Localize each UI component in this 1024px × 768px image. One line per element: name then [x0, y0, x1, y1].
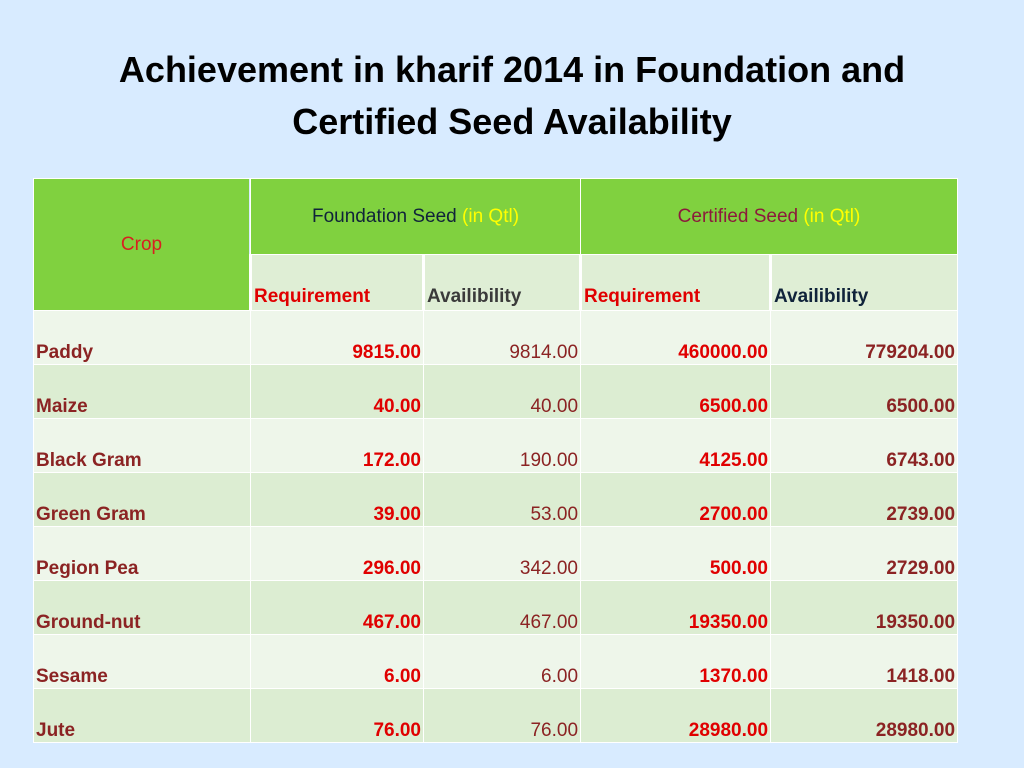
foundation-requirement: 467.00 — [251, 581, 424, 635]
foundation-requirement: 6.00 — [251, 635, 424, 689]
foundation-requirement: 40.00 — [251, 365, 424, 419]
table-row — [34, 527, 958, 581]
certified-requirement: 460000.00 — [581, 311, 771, 365]
foundation-seed-label: Foundation Seed — [312, 205, 457, 227]
table-row — [34, 473, 958, 527]
foundation-availability: 9814.00 — [424, 311, 581, 365]
foundation-requirement: 296.00 — [251, 527, 424, 581]
certified-availability: 1418.00 — [771, 635, 958, 689]
foundation-availability-header: Availibility — [424, 255, 581, 311]
certified-availability: 6743.00 — [771, 419, 958, 473]
title-line-1: Achievement in kharif 2014 in Foundation and — [118, 49, 906, 90]
certified-requirement: 2700.00 — [581, 473, 771, 527]
certified-availability-header: Availibility — [771, 255, 958, 311]
crop-name: Black Gram — [34, 419, 251, 473]
foundation-availability: 190.00 — [424, 419, 581, 473]
table-row — [34, 689, 958, 743]
foundation-availability: 40.00 — [424, 365, 581, 419]
certified-availability: 779204.00 — [771, 311, 958, 365]
foundation-seed-header — [251, 179, 581, 255]
certified-availability: 2729.00 — [771, 527, 958, 581]
table-row — [34, 635, 958, 689]
certified-requirement: 500.00 — [581, 527, 771, 581]
foundation-requirement-header: Requirement — [251, 255, 424, 311]
foundation-requirement: 9815.00 — [251, 311, 424, 365]
certified-availability: 2739.00 — [771, 473, 958, 527]
certified-requirement: 4125.00 — [581, 419, 771, 473]
crop-name: Jute — [34, 689, 251, 743]
table-row — [34, 419, 958, 473]
foundation-availability: 76.00 — [424, 689, 581, 743]
foundation-availability: 342.00 — [424, 527, 581, 581]
foundation-availability: 467.00 — [424, 581, 581, 635]
foundation-availability: 53.00 — [424, 473, 581, 527]
foundation-requirement: 172.00 — [251, 419, 424, 473]
certified-unit-label: (in Qtl) — [803, 205, 861, 227]
table-row — [34, 365, 958, 419]
certified-requirement: 1370.00 — [581, 635, 771, 689]
certified-requirement: 6500.00 — [581, 365, 771, 419]
crop-name: Green Gram — [34, 473, 251, 527]
crop-name: Sesame — [34, 635, 251, 689]
certified-seed-header — [581, 179, 958, 255]
foundation-requirement: 76.00 — [251, 689, 424, 743]
table-row — [34, 581, 958, 635]
foundation-unit-label: (in Qtl) — [462, 205, 520, 227]
crop-name: Maize — [34, 365, 251, 419]
seed-availability-table — [33, 178, 958, 743]
certified-requirement: 28980.00 — [581, 689, 771, 743]
title-line-2: Certified Seed Availability — [292, 101, 732, 142]
foundation-availability: 6.00 — [424, 635, 581, 689]
certified-requirement: 19350.00 — [581, 581, 771, 635]
crop-column-header: Crop — [34, 179, 251, 311]
certified-requirement-header: Requirement — [581, 255, 771, 311]
crop-name: Paddy — [34, 311, 251, 365]
table-row — [34, 311, 958, 365]
certified-availability: 19350.00 — [771, 581, 958, 635]
certified-availability: 6500.00 — [771, 365, 958, 419]
crop-name: Pegion Pea — [34, 527, 251, 581]
certified-seed-label: Certified Seed — [677, 205, 799, 227]
crop-name: Ground-nut — [34, 581, 251, 635]
certified-availability: 28980.00 — [771, 689, 958, 743]
slide-title — [0, 44, 1024, 148]
foundation-requirement: 39.00 — [251, 473, 424, 527]
